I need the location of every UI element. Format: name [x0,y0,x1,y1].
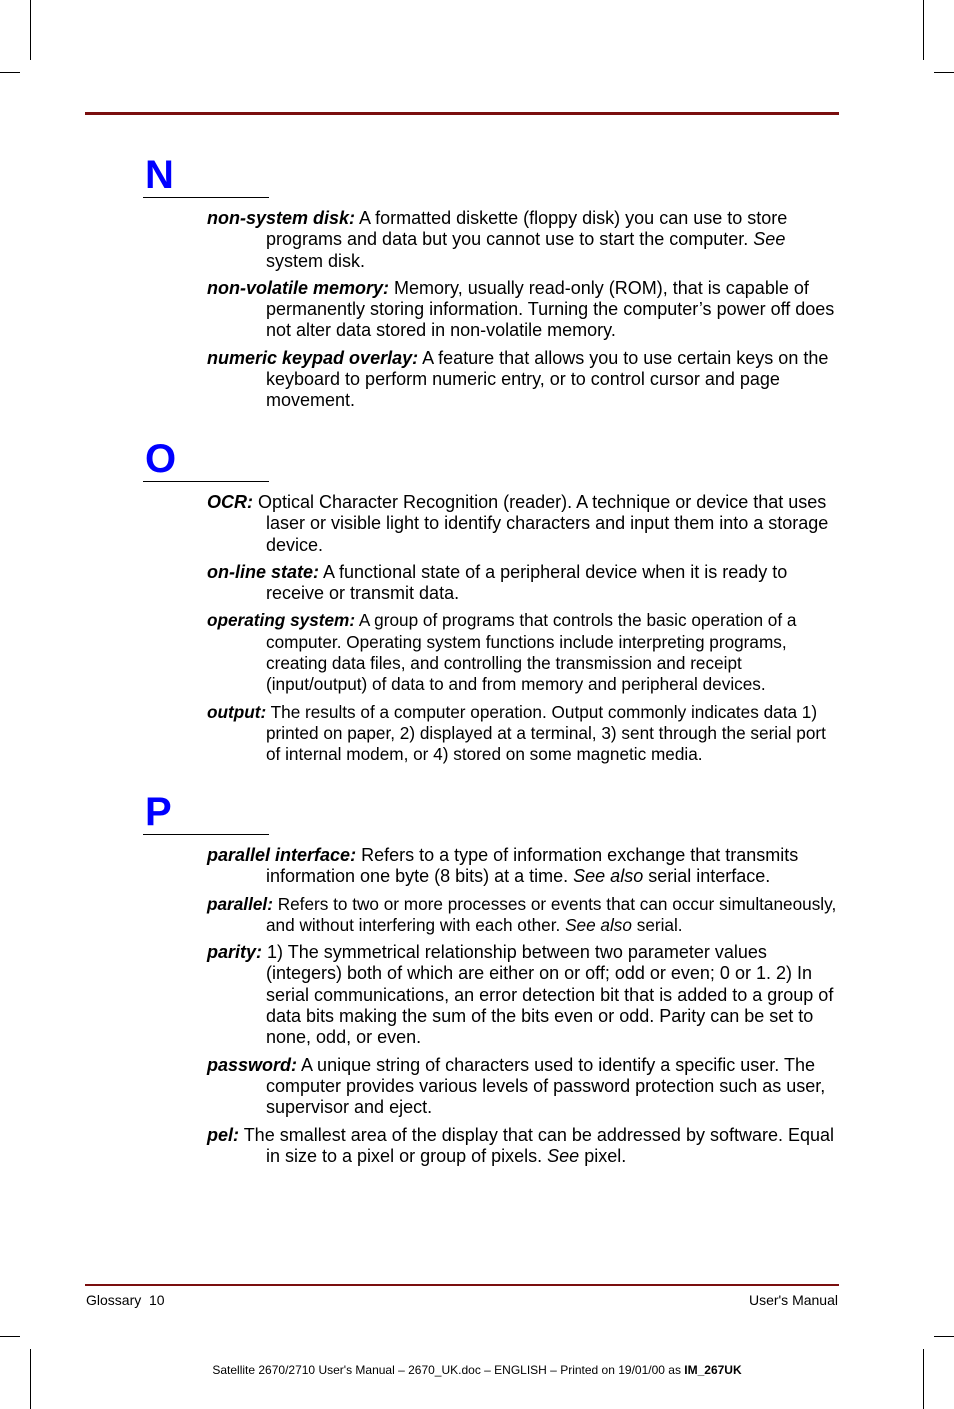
crop-mark-top-right-horizontal [934,72,954,73]
see-reference-target: system disk. [266,250,366,271]
footer-rule [85,1284,839,1286]
glossary-definition: A unique string of characters used to identify a specific user. The computer provides various levels of password protection such as user, supervisor and eject. [266,1054,826,1118]
print-info-text: Satellite 2670/2710 User's Manual – 2670_UK.doc – ENGLISH – Printed on 19/01/00 as [212,1363,685,1377]
glossary-entry [207,610,837,695]
glossary-term: non-volatile memory: [207,277,390,298]
glossary-definition: Memory, usually read-only (ROM), that is capable of permanently storing information. Turning the computer’s power off does not alter data stored in non-volatile memory. [266,277,835,341]
see-reference-label: See [753,229,786,250]
glossary-term: output: [207,701,267,722]
print-info [0,1363,954,1377]
glossary-entry [207,894,837,937]
see-reference-label: See [547,1145,580,1166]
glossary-term: pel: [207,1124,240,1145]
footer-manual-label: User's Manual [748,1292,838,1308]
glossary-entry [207,702,837,766]
glossary-entry [207,492,837,556]
see-reference-target: serial. [631,914,683,935]
glossary-entry [207,942,837,1048]
section-n [143,153,843,418]
crop-mark-bottom-left-vertical [30,1349,31,1409]
crop-mark-bottom-right-vertical [923,1349,924,1409]
glossary-term: parallel: [207,893,273,914]
crop-mark-top-right-vertical [923,0,924,60]
glossary-definition: A functional state of a peripheral device when it is ready to receive or transmit data. [266,561,788,604]
footer-page-label: Glossary 10 [86,1292,165,1308]
crop-mark-bottom-left-horizontal [0,1336,20,1337]
glossary-term: operating system: [207,610,356,631]
glossary-term: OCR: [207,492,253,512]
section-rule [143,481,269,482]
glossary-definition: Optical Character Recognition (reader). A technique or device that uses laser or visible light to identify characters and input them into a storage device. [253,492,829,555]
crop-mark-top-left-horizontal [0,72,20,73]
glossary-entry [207,348,837,412]
glossary-definition: The results of a computer operation. Output commonly indicates data 1) printed on paper, 2) displayed at a terminal, 3) sent through the serial port of internal modem, or 4) stored on some magnetic media. [266,701,826,765]
section-p [143,790,843,1173]
see-reference-label: See also [573,866,644,887]
glossary-definition: Refers to a type of information exchange that transmits information one byte (8 bits) at a time. [266,845,799,887]
crop-mark-bottom-right-horizontal [934,1336,954,1337]
section-o [143,437,843,772]
crop-mark-top-left-vertical [30,0,31,60]
glossary-term: non-system disk: [207,208,356,228]
glossary-term: parallel interface: [207,845,357,865]
print-code: IM_267UK [684,1363,742,1377]
glossary-definition: The smallest area of the display that can be addressed by software. Equal in size to a pixel or group of pixels. [239,1124,835,1166]
see-reference-label: See also [565,914,632,935]
see-reference-target: pixel. [579,1145,627,1166]
section-letter: O [145,437,177,481]
header-rule [85,112,839,115]
glossary-definition: A feature that allows you to use certain keys on the keyboard to perform numeric entry, or to control cursor and page movement. [266,347,829,411]
section-letter: P [145,790,172,834]
section-rule [143,834,269,835]
section-letter: N [145,153,174,197]
glossary-definition: A group of programs that controls the basic operation of a computer. Operating system functions include interpreting programs, creating data files, and controlling the transmission and receipt (input/output) of data to and from memory and peripheral devices. [266,610,797,695]
glossary-entry [207,562,837,605]
section-rule [143,197,269,198]
glossary-term: numeric keypad overlay: [207,347,419,368]
glossary-entry [207,1125,837,1168]
glossary-list [207,845,837,1167]
glossary-list [207,492,837,766]
glossary-entry [207,208,837,272]
see-reference-target: serial interface. [643,866,771,887]
glossary-definition: A formatted diskette (floppy disk) you can use to store programs and data but you cannot use to start the computer. [266,208,788,250]
glossary-term: on-line state: [207,561,320,582]
glossary-entry [207,845,837,888]
glossary-term: parity: [207,942,263,963]
glossary-entry [207,278,837,342]
glossary-definition: Refers to two or more processes or events that can occur simultaneously, and without interfering with each other. [266,893,837,935]
glossary-term: password: [207,1054,298,1075]
glossary-definition: 1) The symmetrical relationship between two parameter values (integers) both of which are either on or off; odd or even; 0 or 1. 2) In serial communications, an error detection bit that is added to a group of data bits making the sum of the bits even or odd. Parity can be set to none, odd, or even. [262,942,834,1048]
glossary-list [207,208,837,412]
glossary-entry [207,1055,837,1119]
